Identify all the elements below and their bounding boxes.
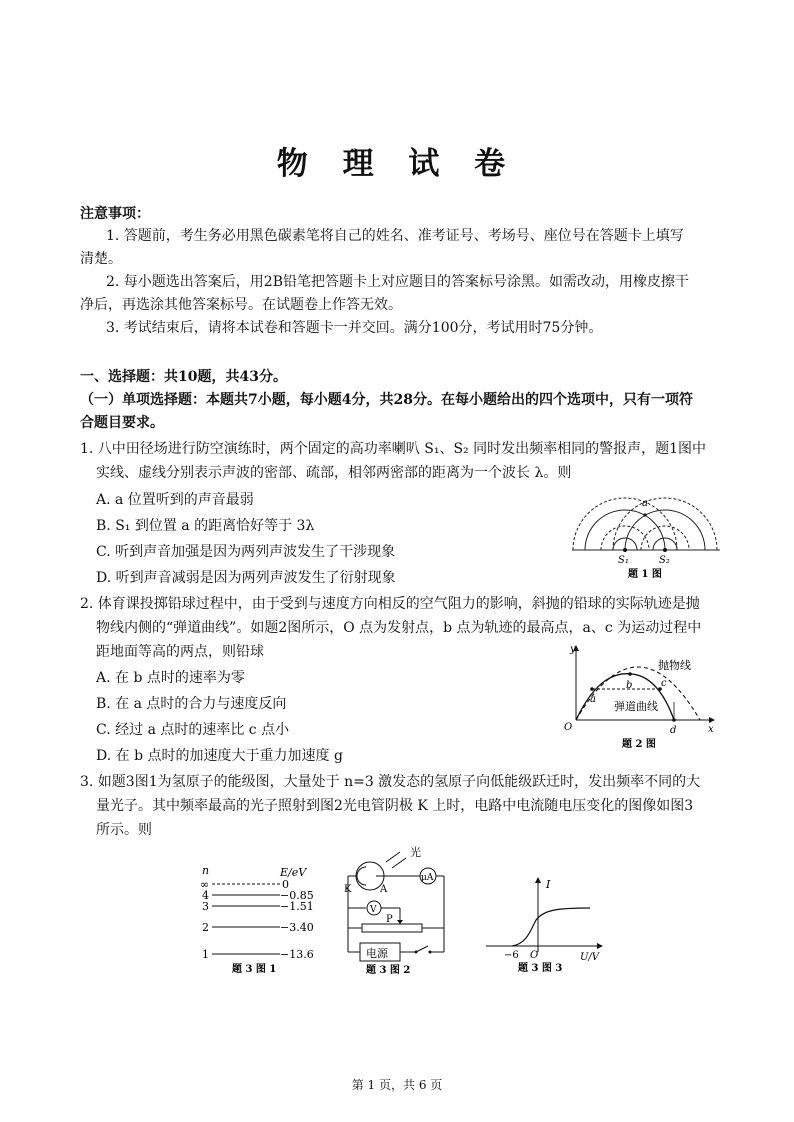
section-heading: 一、选择题：共10题，共43分。 (80, 369, 287, 385)
figure-3-1-caption: 题 3 图 1 (232, 964, 277, 975)
figure-2-trajectory (562, 642, 720, 752)
energy-level-n: 4 (202, 889, 209, 902)
figure-3-3-label-u: U/V (580, 952, 600, 963)
energy-level-e: −1.51 (280, 900, 314, 913)
figure-3-1-label-n: n (202, 864, 210, 877)
figure-3-2-caption: 题 3 图 2 (366, 965, 411, 976)
figure-1-label-a: a (642, 498, 648, 509)
question-1-option-b: B. S₁ 到位置 a 的距离恰好等于 3λ (96, 518, 315, 534)
energy-level-n: 2 (202, 921, 209, 934)
energy-level-e: −13.6 (280, 948, 314, 961)
figure-3-3-label-neg6: −6 (504, 950, 519, 961)
figure-1-label-s2: S₂ (659, 555, 670, 566)
question-2-option-c: C. 经过 a 点时的速率比 c 点小 (96, 722, 290, 738)
question-1-option-c: C. 听到声音加强是因为两列声波发生了干涉现象 (96, 544, 396, 560)
energy-level-n: 1 (202, 948, 209, 961)
notice-line: 清楚。 (80, 251, 122, 267)
page-footer: 第 1 页，共 6 页 (351, 1078, 443, 1092)
figure-2-label-parabola: 抛物线 (658, 659, 691, 672)
figure-2-label-ballistic: 弹道曲线 (614, 700, 658, 713)
figure-3-2-label-microammeter: μA (421, 873, 434, 883)
question-1-stem: 实线、虚线分别表示声波的密部、疏部，相邻两密部的距离为一个波长 λ。则 (96, 465, 572, 481)
figure-1-caption: 题 1 图 (628, 569, 662, 580)
figure-3-2-circuit (340, 842, 452, 976)
question-1-option-a: A. a 位置听到的声音最弱 (96, 492, 254, 508)
figure-3-3-label-o: O (530, 950, 539, 961)
figure-3-2-label-a: A (380, 884, 388, 895)
energy-level-n: 3 (202, 900, 209, 913)
question-2-option-b: B. 在 a 点时的合力与速度反向 (96, 696, 287, 712)
question-2-stem: 物线内侧的“弹道曲线”。如题2图所示，O 点为发射点，b 点为轨迹的最高点，a、c 为运动过程中 (96, 620, 702, 636)
figure-3-2-label-voltmeter: V (370, 905, 377, 915)
figure-2-label-y: y (570, 644, 576, 655)
figure-3-3-caption: 题 3 图 3 (518, 963, 563, 974)
question-2-option-a: A. 在 b 点时的速率为零 (96, 670, 245, 686)
subsection-heading: 合题目要求。 (80, 415, 164, 431)
question-2-stem: 2. 体育课投掷铅球过程中，由于受到与速度方向相反的空气阻力的影响，斜抛的铅球的实际轨迹是抛 (80, 596, 700, 612)
figure-2-label-o: O (564, 722, 573, 733)
figure-3-2-label-source: 电源 (366, 947, 388, 960)
page-title: 物 理 试 卷 (276, 146, 518, 182)
question-2-stem: 距地面等高的两点，则铅球 (96, 644, 264, 660)
figure-3-1-energy-levels (196, 860, 320, 976)
figure-1-wave-interference (572, 488, 722, 580)
notice-line: 净后，再选涂其他答案标号。在试题卷上作答无效。 (80, 297, 402, 313)
question-3-stem: 量光子。其中频率最高的光子照射到图2光电管阴极 K 上时，电路中电流随电压变化的图像如图3 (96, 798, 694, 814)
figure-2-label-x: x (708, 724, 714, 735)
notice-line: 1. 答题前，考生务必用黑色碳素笔将自己的姓名、准考证号、考场号、座位号在答题卡上填写 (106, 228, 684, 244)
question-1-option-d: D. 听到声音减弱是因为两列声波发生了衍射现象 (96, 570, 396, 586)
energy-level-e: −0.85 (280, 889, 314, 902)
energy-level-n: ∞ (200, 878, 210, 891)
question-2-option-d: D. 在 b 点时的加速度大于重力加速度 g (96, 748, 343, 764)
notice-line: 2. 每小题选出答案后，用2B铅笔把答题卡上对应题目的答案标号涂黑。如需改动，用橡皮擦干 (106, 274, 690, 290)
question-3-stem: 所示。则 (96, 822, 152, 838)
notice-line: 3. 考试结束后，请将本试卷和答题卡一并交回。满分100分，考试用时75分钟。 (106, 320, 603, 336)
figure-3-2-label-light: 光 (410, 846, 421, 859)
figure-2-label-a: a (590, 694, 596, 705)
question-1-stem: 1. 八中田径场进行防空演练时，两个固定的高功率喇叭 S₁、S₂ 同时发出频率相同的警报声，题1图中 (80, 441, 707, 457)
figure-2-label-b: b (626, 680, 633, 691)
subsection-heading: （一）单项选择题：本题共7小题，每小题4分，共28分。在每小题给出的四个选项中，只有一项符 (80, 392, 693, 408)
figure-3-3-iu-graph (482, 874, 606, 974)
figure-3-3-label-i: I (546, 878, 551, 891)
figure-3-2-label-p: P (386, 914, 393, 925)
figure-1-label-s1: S₁ (618, 555, 629, 566)
figure-3-1-label-e: E/eV (280, 866, 307, 879)
figure-2-label-c: c (661, 678, 667, 689)
notice-heading: 注意事项： (80, 206, 150, 222)
question-3-stem: 3. 如题3图1为氢原子的能级图，大量处于 n=3 激发态的氢原子向低能级跃迁时，发出频率不同的大 (80, 774, 701, 790)
energy-level-e: −3.40 (280, 921, 314, 934)
energy-level-e: 0 (282, 878, 289, 891)
figure-2-caption: 题 2 图 (622, 739, 656, 750)
figure-2-label-d: d (670, 725, 677, 736)
figure-3-2-label-k: K (344, 884, 352, 895)
